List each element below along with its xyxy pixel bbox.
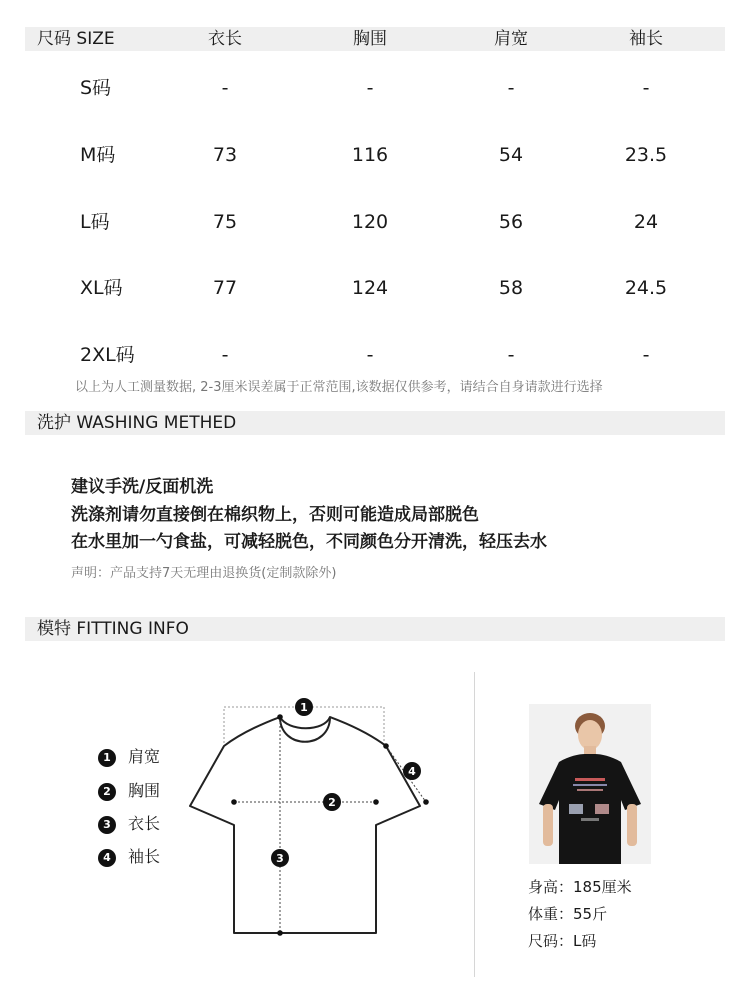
table-cell: 120 bbox=[351, 211, 389, 233]
table-cell: 24 bbox=[633, 211, 659, 233]
marker-2-icon bbox=[323, 793, 341, 811]
table-cell: - bbox=[642, 77, 650, 99]
table-cell: 116 bbox=[351, 144, 389, 166]
table-cell: - bbox=[366, 344, 374, 366]
legend-label: 衣长 bbox=[128, 814, 161, 833]
measurement-note: 以上为人工测量数据, 2-3厘米误差属于正常范围,该数据仅供参考，请结合自身请款进行选择 bbox=[75, 380, 603, 395]
legend-item bbox=[98, 745, 160, 769]
table-cell: - bbox=[221, 344, 229, 366]
table-row bbox=[0, 75, 750, 101]
table-cell: 75 bbox=[212, 211, 238, 233]
model-height: 身高：185厘米 bbox=[528, 878, 632, 896]
marker-4-icon: 4 bbox=[98, 849, 116, 867]
legend-label: 袖长 bbox=[128, 847, 161, 866]
size-label: M码 bbox=[80, 144, 116, 166]
table-cell: 24.5 bbox=[624, 277, 668, 299]
tshirt-measurement-diagram bbox=[180, 690, 450, 950]
washing-title: 洗护 WASHING METHED bbox=[37, 413, 237, 433]
table-cell: 54 bbox=[498, 144, 524, 166]
size-label: S码 bbox=[80, 77, 112, 99]
column-header-sleeve: 袖长 bbox=[629, 29, 663, 49]
measure-point bbox=[277, 930, 283, 936]
measure-point bbox=[423, 799, 429, 805]
section-divider bbox=[474, 672, 475, 977]
table-cell: 58 bbox=[498, 277, 524, 299]
svg-text:3: 3 bbox=[276, 852, 284, 865]
measure-point bbox=[373, 799, 379, 805]
size-label: 2XL码 bbox=[80, 344, 135, 366]
svg-text:2: 2 bbox=[328, 796, 336, 809]
svg-text:1: 1 bbox=[300, 701, 308, 714]
marker-2-icon: 2 bbox=[98, 783, 116, 801]
model-weight: 体重：55斤 bbox=[528, 905, 608, 923]
fitting-header bbox=[25, 617, 725, 641]
measure-point bbox=[383, 743, 389, 749]
size-label: L码 bbox=[80, 211, 110, 233]
marker-3-icon bbox=[271, 849, 289, 867]
model-photo bbox=[529, 704, 651, 864]
return-policy-statement: 声明：产品支持7天无理由退换货(定制款除外) bbox=[71, 566, 337, 581]
table-cell: 56 bbox=[498, 211, 524, 233]
fitting-title: 模特 FITTING INFO bbox=[37, 619, 189, 639]
table-cell: 23.5 bbox=[624, 144, 668, 166]
washing-line: 建议手洗/反面机洗 bbox=[71, 477, 214, 497]
washing-line: 洗涤剂请勿直接倒在棉织物上，否则可能造成局部脱色 bbox=[71, 504, 479, 525]
model-illustration bbox=[529, 704, 651, 864]
table-cell: - bbox=[507, 77, 515, 99]
legend-item bbox=[98, 845, 160, 869]
table-cell: 73 bbox=[212, 144, 238, 166]
marker-4-icon bbox=[403, 762, 421, 780]
measure-point bbox=[231, 799, 237, 805]
table-row bbox=[0, 275, 750, 301]
table-row bbox=[0, 342, 750, 368]
legend-label: 肩宽 bbox=[128, 747, 161, 766]
table-row bbox=[0, 209, 750, 235]
column-header-shoulder: 肩宽 bbox=[494, 29, 528, 49]
washing-instructions bbox=[71, 474, 547, 557]
legend-label: 胸围 bbox=[128, 781, 161, 800]
washing-line: 在水里加一勺食盐，可减轻脱色，不同颜色分开清洗，轻压去水 bbox=[71, 532, 547, 552]
tshirt-outline bbox=[190, 717, 420, 933]
legend-item bbox=[98, 812, 160, 836]
svg-text:4: 4 bbox=[408, 765, 416, 778]
washing-header bbox=[25, 411, 725, 435]
measure-point bbox=[277, 714, 283, 720]
table-row bbox=[0, 142, 750, 168]
table-cell: - bbox=[642, 344, 650, 366]
model-info bbox=[528, 874, 632, 955]
table-cell: - bbox=[366, 77, 374, 99]
size-chart-title: 尺码 SIZE bbox=[37, 29, 115, 49]
table-cell: 124 bbox=[351, 277, 389, 299]
marker-1-icon: 1 bbox=[98, 749, 116, 767]
legend-item bbox=[98, 779, 160, 803]
size-label: XL码 bbox=[80, 277, 123, 299]
marker-1-icon bbox=[295, 698, 313, 716]
model-size: 尺码：L码 bbox=[528, 932, 597, 950]
marker-3-icon: 3 bbox=[98, 816, 116, 834]
table-cell: - bbox=[507, 344, 515, 366]
table-cell: 77 bbox=[212, 277, 238, 299]
table-cell: - bbox=[221, 77, 229, 99]
column-header-chest: 胸围 bbox=[353, 29, 387, 49]
size-chart-header bbox=[25, 27, 725, 51]
column-header-length: 衣长 bbox=[208, 29, 242, 49]
